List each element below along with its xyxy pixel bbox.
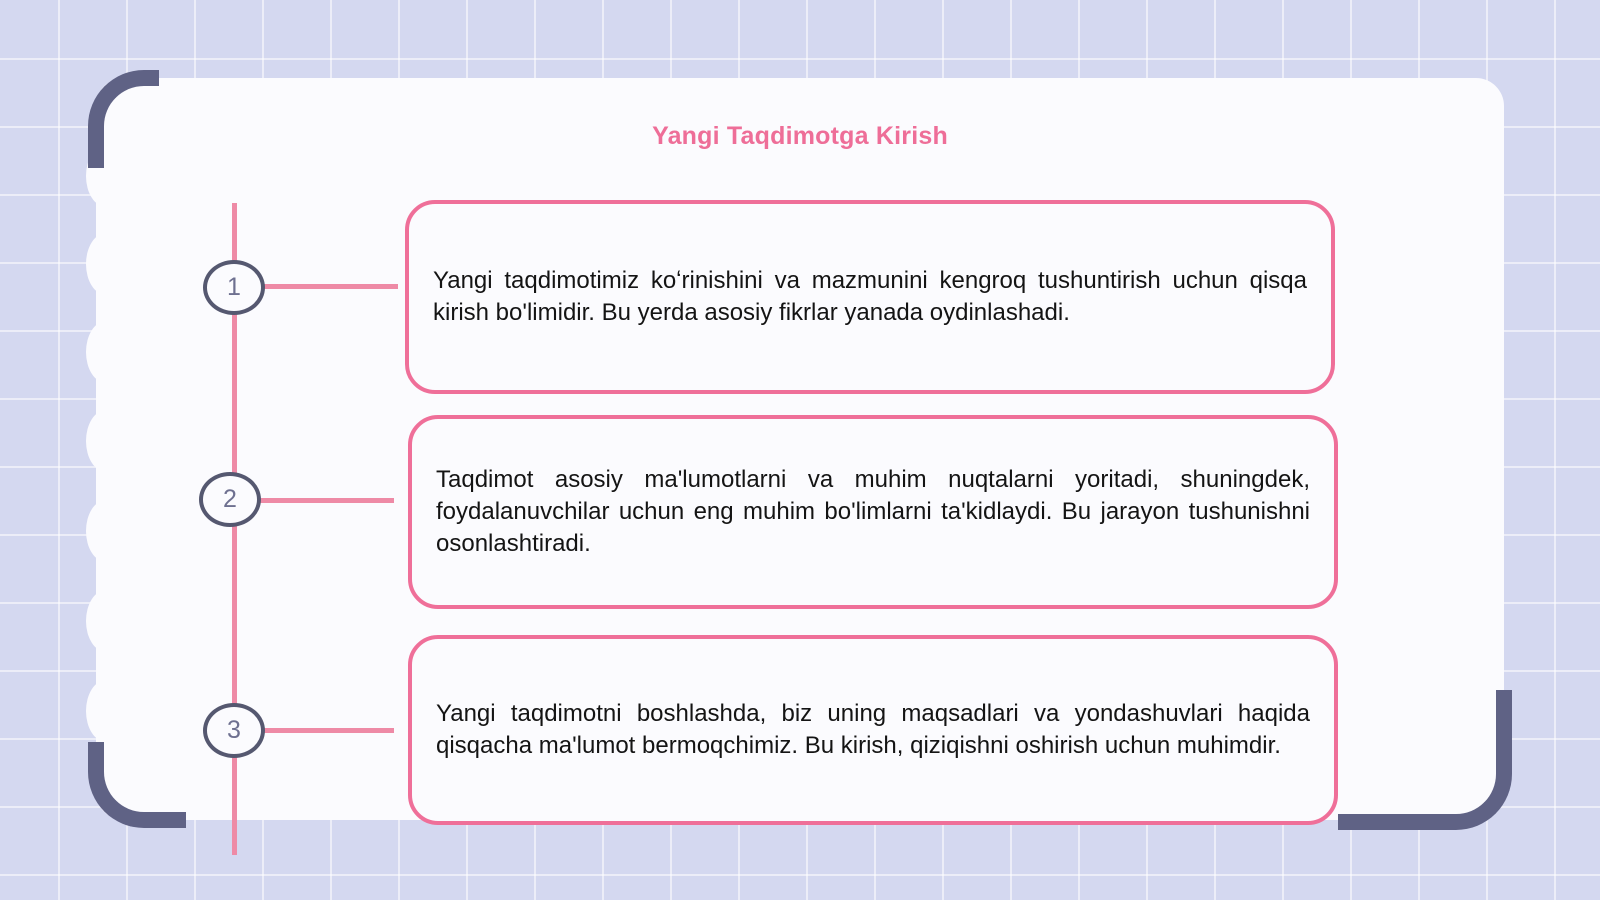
slide-title: Yangi Taqdimotga Kirish — [652, 122, 948, 150]
step-number-circle: 2 — [199, 472, 261, 527]
step-card — [408, 415, 1338, 609]
step-card — [405, 200, 1335, 394]
paper-scallop — [86, 233, 126, 295]
corner-bracket-bottom-left — [88, 742, 186, 828]
paper-scallop — [86, 321, 126, 383]
step-card-text: Yangi taqdimotimiz koʻrinishini va mazmunini kengroq tushuntirish uchun qisqa kirish bo'limidir. Bu yerda asosiy fikrlar yanada oydinlashadi. — [433, 267, 1307, 326]
corner-bracket-bottom-right — [1338, 690, 1512, 830]
step-card-text: Taqdimot asosiy ma'lumotlarni va muhim nuqtalarni yoritadi, shuningdek, foydalanuvchilar uchun eng muhim bo'limlarni ta'kidlaydi. Bu jarayon tushunishni osonlashtiradi. — [436, 466, 1310, 557]
step-number-circle: 3 — [203, 703, 265, 758]
timeline-connector — [262, 728, 394, 733]
corner-bracket-top-left — [88, 70, 159, 168]
paper-scallop — [86, 500, 126, 562]
paper-scallop — [86, 590, 126, 652]
timeline-connector — [262, 284, 398, 289]
paper-scallop — [86, 410, 126, 472]
step-card-text: Yangi taqdimotni boshlashda, biz uning maqsadlari va yondashuvlari haqida qisqacha ma'lumot bermoqchimiz. Bu kirish, qiziqishni oshirish uchun muhimdir. — [436, 700, 1310, 759]
step-number-circle: 1 — [203, 260, 265, 315]
step-card — [408, 635, 1338, 825]
timeline-connector — [258, 498, 394, 503]
paper-scallop — [86, 680, 126, 742]
